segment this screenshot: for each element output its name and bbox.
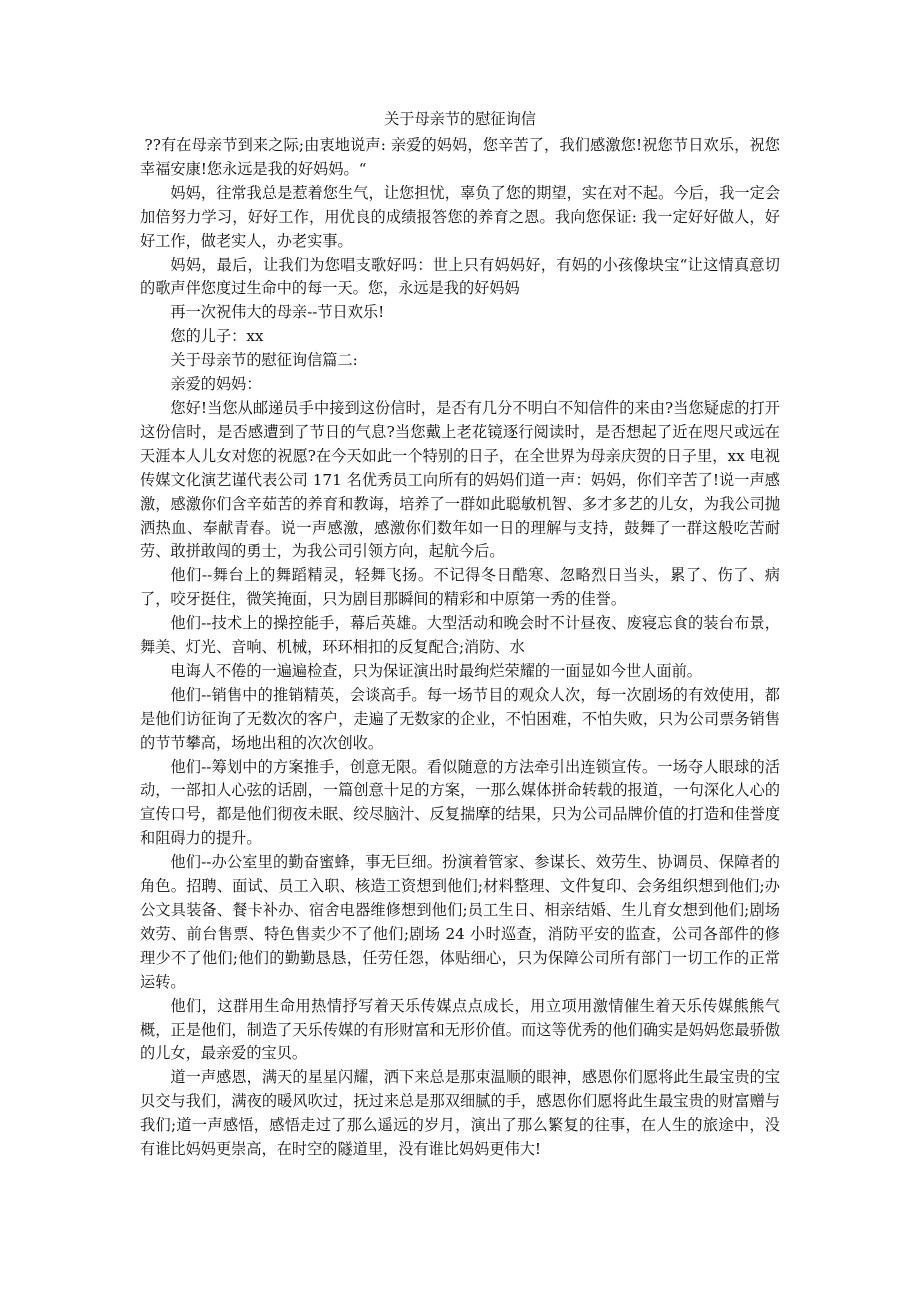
section-heading: 关于母亲节的慰征询信篇二: (170, 351, 358, 370)
paragraph-2: 妈妈，往常我总是惹着您生气，让您担忧，辜负了您的期望，实在对不起。今后，我一定会加倍努力学习，好好工作，用优良的成绩报答您的养育之恩。我向您保证: 我一定好好做人，好好工作，做老实人，办老实事。 (140, 183, 780, 250)
paragraph-9: 他们--舞台上的舞蹈精灵，轻舞飞扬。不记得冬日酷寒、忽略烈日当头，累了、伤了、病了，咬牙挺住，微笑掩面，只为剧目那瞬间的精彩和中原第一秀的佳誉。 (140, 566, 780, 609)
paragraph-14: 他们--办公室里的勤奋蜜蜂，事无巨细。扮演着管家、参谋长、效劳生、协调员、保障者的角色。招聘、面试、员工入职、核造工资想到他们;材料整理、文件复印、会务组织想到他们;办公文具装备、餐卡补办、宿舍电器维修想到他们;员工生日、相亲结婚、生儿育女想到他们;剧场效劳、前台售票、特色售卖少不了他们;剧场 24 小时巡查，消防平安的监查，公司各部件的修理少不了他们;他们的勤勤恳恳，任劳任怨，体贴细心，只为保障公司所有部门一切工作的正常运转。 (140, 853, 780, 991)
paragraph-3: 妈妈，最后，让我们为您唱支歌好吗：世上只有妈妈好，有妈的小孩像块宝“让这情真意切的歌声伴您度过生命中的每一天。您，永远是我的好妈妈 (140, 255, 780, 298)
paragraph-15: 他们，这群用生命用热情抒写着天乐传媒点点成长，用立项用激情催生着天乐传媒熊熊气概，正是他们，制造了天乐传媒的有形财富和无形价值。而这等优秀的他们确实是妈妈您最骄傲的儿女，最亲爱的宝贝。 (140, 996, 780, 1063)
document-body (140, 108, 780, 1162)
paragraph-8: 您好!当您从邮递员手中接到这份信时，是否有几分不明白不知信件的来由?当您疑虑的打开这份信时，是否感遭到了节日的气息?当您戴上老花镜逐行阅读时，是否想起了近在咫尺或远在天涯本人儿女对您的祝愿?在今天如此一个特别的日子，在全世界为母亲庆贺的日子里，xx 电视传媒文化演艺谨代表公司 171 名优秀员工向所有的妈妈们道一声：妈妈，你们辛苦了!说一声感激，感激你们含辛茹苦的养育和教诲，培养了一群如此聪敏机智、多才多艺的儿女，为我公司抛洒热血、奉献青春。说一声感激，感激你们数年如一日的理解与支持，鼓舞了一群这般吃苦耐劳、敢拼敢闯的勇士，为我公司引领方向，起航今后。 (140, 398, 780, 561)
document-title: 关于母亲节的慰征询信 (384, 110, 536, 128)
signature-line: 您的儿子：xx (170, 327, 264, 346)
paragraph-1: ??有在母亲节到来之际;由衷地说声: 亲爱的妈妈，您辛苦了，我们感激您!祝您节日欢乐，祝您幸福安康!您永远是我的好妈妈。“ (140, 136, 780, 178)
paragraph-4: 再一次祝伟大的母亲--节日欢乐! (170, 303, 385, 322)
paragraph-11: 电诲人不倦的一遍遍检查，只为保证演出时最绚烂荣耀的一面显如今世人面前。 (170, 661, 702, 680)
paragraph-16: 道一声感恩，满天的星星闪耀，洒下来总是那束温顺的眼神，感恩你们愿将此生最宝贵的宝贝交与我们，满夜的暖风吹过，抚过来总是那双细腻的手，感恩你们愿将此生最宝贵的财富赠与我们;道一声感悟，感悟走过了那么遥远的岁月，演出了那么繁复的往事，在人生的旅途中，没有谁比妈妈更崇高，在时空的隧道里，没有谁比妈妈更伟大! (140, 1068, 780, 1159)
paragraph-12: 他们--销售中的推销精英，会谈高手。每一场节目的观众人次，每一次剧场的有效使用，都是他们访征询了无数次的客户，走遍了无数家的企业，不怕困难，不怕失败，只为公司票务销售的节节攀高，场地出租的次次创收。 (140, 685, 780, 752)
paragraph-13: 他们--筹划中的方案推手，创意无限。看似随意的方法牵引出连锁宣传。一场夺人眼球的活动，一部扣人心弦的话剧，一篇创意十足的方案，一那么媒体拼命转载的报道，一句深化人心的宣传口号，都是他们彻夜未眠、绞尽脑汁、反复揣摩的结果，只为公司品牌价值的打造和佳誉度和阻碍力的提升。 (140, 757, 780, 848)
paragraph-10: 他们--技术上的操控能手，幕后英雄。大型活动和晚会时不计昼夜、废寝忘食的装台布景，舞美、灯光、音响、机械，环环相扣的反复配合;消防、水 (140, 614, 780, 657)
salutation: 亲爱的妈妈： (170, 375, 262, 394)
